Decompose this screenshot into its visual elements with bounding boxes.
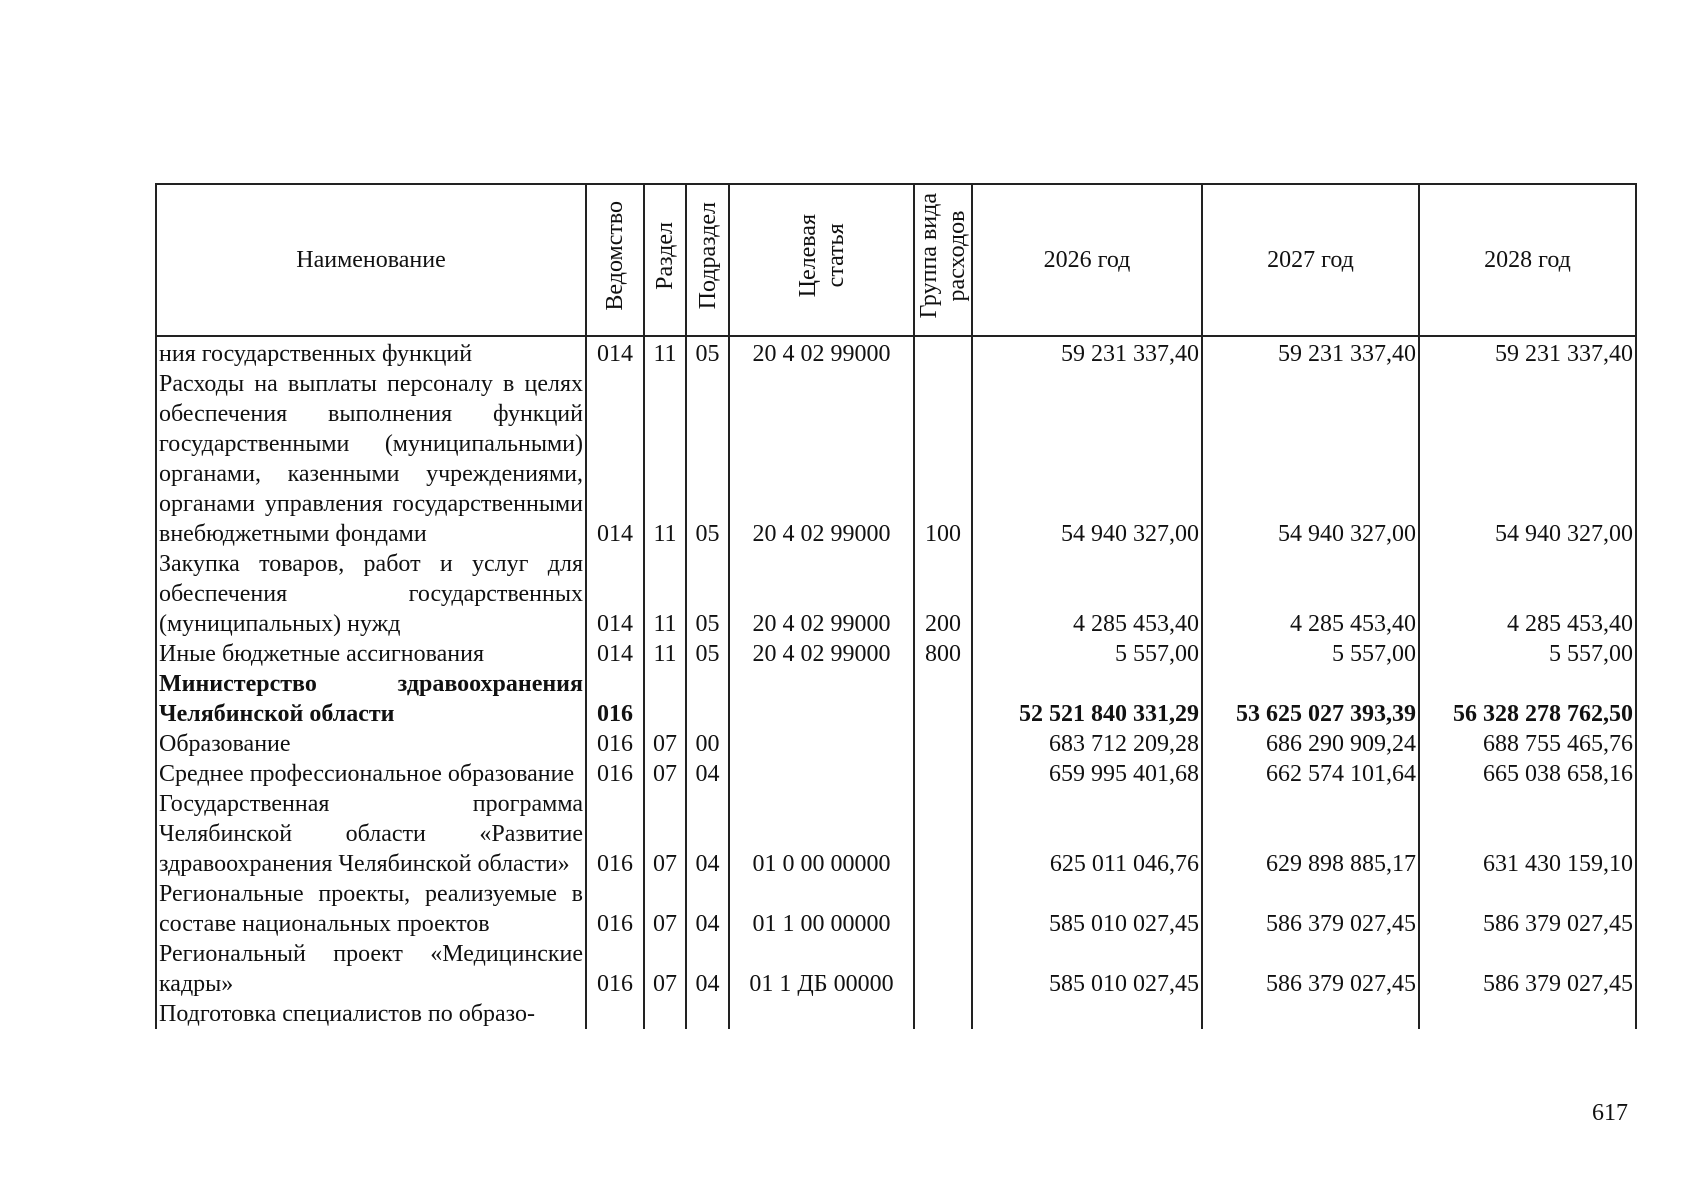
row-vr: 200 <box>914 549 972 639</box>
row-razdel: 07 <box>644 789 686 879</box>
row-tselevaya <box>729 999 914 1029</box>
row-podrazdel: 05 <box>686 639 729 669</box>
table-row-ministry <box>156 669 1636 729</box>
row-podrazdel <box>686 999 729 1029</box>
row-tselevaya: 20 4 02 99000 <box>729 639 914 669</box>
row-razdel: 07 <box>644 759 686 789</box>
row-2026: 52 521 840 331,29 <box>972 669 1202 729</box>
row-2028: 665 038 658,16 <box>1419 759 1636 789</box>
row-razdel: 11 <box>644 549 686 639</box>
row-podrazdel <box>686 669 729 729</box>
page-number: 617 <box>1592 1100 1628 1126</box>
row-2026: 683 712 209,28 <box>972 729 1202 759</box>
header-2026: 2026 год <box>972 184 1202 336</box>
row-razdel: 11 <box>644 639 686 669</box>
row-name: Региональные проекты, реализуемые в составе национальных проектов <box>156 879 586 939</box>
row-name: ния государственных функций <box>156 336 586 369</box>
row-2028: 586 379 027,45 <box>1419 879 1636 939</box>
header-vedomstvo: Ведомство <box>586 184 644 336</box>
row-ved: 014 <box>586 336 644 369</box>
row-razdel: 07 <box>644 729 686 759</box>
header-2027: 2027 год <box>1202 184 1419 336</box>
row-ved: 016 <box>586 759 644 789</box>
row-name: Расходы на выплаты персоналу в целях обеспечения выполнения функций государственными (муниципальными) органами, казенными учреждениями, органами управления государственными внебюджетными фондами <box>156 369 586 549</box>
row-name: Подготовка специалистов по образо- <box>156 999 586 1029</box>
row-2028: 688 755 465,76 <box>1419 729 1636 759</box>
row-ved: 016 <box>586 879 644 939</box>
row-2026: 585 010 027,45 <box>972 939 1202 999</box>
row-2027: 53 625 027 393,39 <box>1202 669 1419 729</box>
row-2026: 54 940 327,00 <box>972 369 1202 549</box>
row-razdel: 11 <box>644 336 686 369</box>
row-2027: 662 574 101,64 <box>1202 759 1419 789</box>
table-row <box>156 369 1636 549</box>
row-2026: 4 285 453,40 <box>972 549 1202 639</box>
row-razdel: 07 <box>644 939 686 999</box>
row-vr <box>914 879 972 939</box>
row-vr <box>914 789 972 879</box>
row-razdel: 07 <box>644 879 686 939</box>
table-header-row <box>156 184 1636 336</box>
row-2028: 56 328 278 762,50 <box>1419 669 1636 729</box>
row-ved: 016 <box>586 939 644 999</box>
header-razdel: Раздел <box>644 184 686 336</box>
table-row <box>156 999 1636 1029</box>
row-2027: 686 290 909,24 <box>1202 729 1419 759</box>
row-vr: 100 <box>914 369 972 549</box>
row-podrazdel: 05 <box>686 336 729 369</box>
table-row <box>156 549 1636 639</box>
row-name: Министерство здравоохранения Челябинской области <box>156 669 586 729</box>
row-tselevaya <box>729 729 914 759</box>
row-vr <box>914 999 972 1029</box>
row-2028: 4 285 453,40 <box>1419 549 1636 639</box>
row-vr <box>914 759 972 789</box>
row-name: Региональный проект «Медицинские кадры» <box>156 939 586 999</box>
row-podrazdel: 04 <box>686 759 729 789</box>
row-podrazdel: 04 <box>686 789 729 879</box>
row-2028: 54 940 327,00 <box>1419 369 1636 549</box>
row-tselevaya <box>729 669 914 729</box>
row-2028: 586 379 027,45 <box>1419 939 1636 999</box>
row-vr <box>914 729 972 759</box>
budget-table <box>155 183 1637 1029</box>
row-2026: 625 011 046,76 <box>972 789 1202 879</box>
row-tselevaya: 20 4 02 99000 <box>729 369 914 549</box>
row-podrazdel: 00 <box>686 729 729 759</box>
row-2027: 54 940 327,00 <box>1202 369 1419 549</box>
table-row <box>156 336 1636 369</box>
row-2026: 659 995 401,68 <box>972 759 1202 789</box>
row-2026: 59 231 337,40 <box>972 336 1202 369</box>
row-2026: 5 557,00 <box>972 639 1202 669</box>
row-podrazdel: 04 <box>686 879 729 939</box>
row-ved: 014 <box>586 639 644 669</box>
row-ved: 016 <box>586 789 644 879</box>
table-row <box>156 759 1636 789</box>
row-2026: 585 010 027,45 <box>972 879 1202 939</box>
table-row <box>156 639 1636 669</box>
header-tselevaya-statya: Целевая статья <box>729 184 914 336</box>
row-2028: 59 231 337,40 <box>1419 336 1636 369</box>
row-vr <box>914 669 972 729</box>
row-2027: 59 231 337,40 <box>1202 336 1419 369</box>
row-vr <box>914 939 972 999</box>
row-2028: 631 430 159,10 <box>1419 789 1636 879</box>
row-ved: 014 <box>586 369 644 549</box>
row-razdel: 11 <box>644 369 686 549</box>
table-row <box>156 729 1636 759</box>
row-2028: 5 557,00 <box>1419 639 1636 669</box>
header-2028: 2028 год <box>1419 184 1636 336</box>
row-vr <box>914 336 972 369</box>
row-razdel <box>644 999 686 1029</box>
row-tselevaya: 01 1 ДБ 00000 <box>729 939 914 999</box>
header-podrazdel: Подраздел <box>686 184 729 336</box>
row-tselevaya: 01 0 00 00000 <box>729 789 914 879</box>
row-name: Государственная программа Челябинской области «Развитие здравоохранения Челябинской области» <box>156 789 586 879</box>
row-name: Среднее профессиональное образование <box>156 759 586 789</box>
row-2027 <box>1202 999 1419 1029</box>
table-row <box>156 789 1636 879</box>
row-razdel <box>644 669 686 729</box>
row-name: Иные бюджетные ассигнования <box>156 639 586 669</box>
table-row <box>156 879 1636 939</box>
row-ved: 016 <box>586 669 644 729</box>
row-tselevaya: 20 4 02 99000 <box>729 549 914 639</box>
row-tselevaya: 20 4 02 99000 <box>729 336 914 369</box>
row-2028 <box>1419 999 1636 1029</box>
header-name: Наименование <box>156 184 586 336</box>
header-gruppa-vida-raskhodov: Группа вида расходов <box>914 184 972 336</box>
row-podrazdel: 05 <box>686 369 729 549</box>
table-row <box>156 939 1636 999</box>
row-vr: 800 <box>914 639 972 669</box>
row-name: Образование <box>156 729 586 759</box>
row-podrazdel: 04 <box>686 939 729 999</box>
row-2027: 4 285 453,40 <box>1202 549 1419 639</box>
row-2027: 629 898 885,17 <box>1202 789 1419 879</box>
row-ved: 014 <box>586 549 644 639</box>
row-2027: 586 379 027,45 <box>1202 879 1419 939</box>
row-tselevaya <box>729 759 914 789</box>
row-tselevaya: 01 1 00 00000 <box>729 879 914 939</box>
row-name: Закупка товаров, работ и услуг для обеспечения государственных (муниципальных) нужд <box>156 549 586 639</box>
row-2026 <box>972 999 1202 1029</box>
row-2027: 586 379 027,45 <box>1202 939 1419 999</box>
row-ved: 016 <box>586 729 644 759</box>
row-podrazdel: 05 <box>686 549 729 639</box>
row-2027: 5 557,00 <box>1202 639 1419 669</box>
row-ved <box>586 999 644 1029</box>
